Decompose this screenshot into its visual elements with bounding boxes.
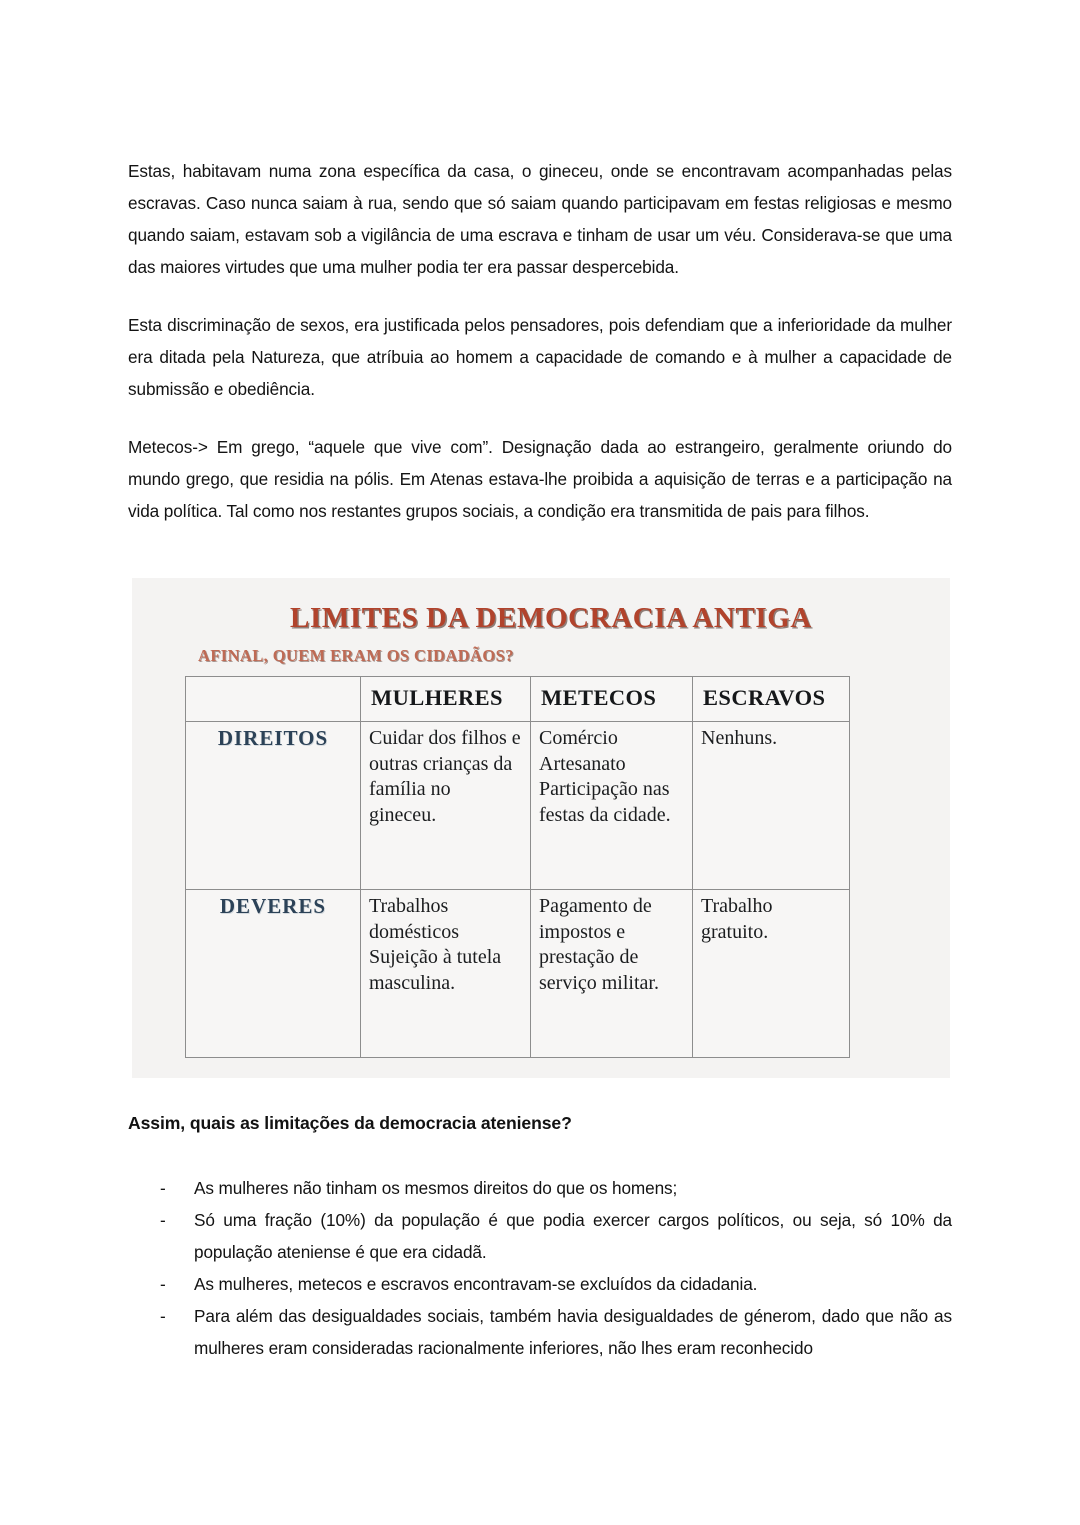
row-header-deveres: DEVERES — [186, 890, 361, 1058]
table-corner-cell — [186, 677, 361, 722]
body-text-block — [128, 155, 952, 527]
cell-direitos-mulheres: Cuidar dos filhos e outras crianças da família no gineceu. — [361, 722, 531, 890]
list-item — [128, 1172, 952, 1204]
cell-deveres-mulheres: Trabalhos domésticos Sujeição à tutela masculina. — [361, 890, 531, 1058]
paragraph-1: Estas, habitavam numa zona específica da casa, o gineceu, onde se encontravam acompanhadas pelas escravas. Caso nunca saiam à rua, sendo que só saiam quando participavam em festas religiosas e mesmo quando saiam, estavam sob a vigilância de uma escrava e tinham de usar um véu. Considerava-se que uma das maiores virtudes que uma mulher podia ter era passar despercebida. — [128, 161, 952, 277]
figure-title: LIMITES DA DEMOCRACIA ANTIGA — [290, 602, 812, 634]
dash-bullet-icon: - — [160, 1274, 166, 1294]
column-header-escravos: ESCRAVOS — [693, 677, 850, 722]
cell-direitos-metecos: Comércio Artesanato Participação nas festas da cidade. — [531, 722, 693, 890]
table-header-row — [186, 677, 850, 722]
row-header-direitos: DIREITOS — [186, 722, 361, 890]
section-heading: Assim, quais as limitações da democracia ateniense? — [128, 1113, 572, 1133]
embedded-figure — [132, 578, 950, 1078]
dash-bullet-icon: - — [160, 1210, 166, 1230]
list-item-text: Para além das desigualdades sociais, também havia desigualdades de génerom, dado que não as mulheres eram consideradas racionalmente inferiores, não lhes eram reconhecido — [194, 1306, 952, 1358]
dash-bullet-icon: - — [160, 1306, 166, 1326]
cell-direitos-escravos: Nenhuns. — [693, 722, 850, 890]
table-row — [186, 890, 850, 1058]
figure-subtitle: AFINAL, QUEM ERAM OS CIDADÃOS? — [198, 646, 514, 665]
cell-deveres-escravos: Trabalho gratuito. — [693, 890, 850, 1058]
column-header-metecos: METECOS — [531, 677, 693, 722]
column-header-mulheres: MULHERES — [361, 677, 531, 722]
list-item — [128, 1204, 952, 1268]
list-item-text: As mulheres, metecos e escravos encontravam-se excluídos da cidadania. — [194, 1274, 758, 1294]
table-row — [186, 722, 850, 890]
list-item — [128, 1300, 952, 1364]
list-item-text: As mulheres não tinham os mesmos direitos do que os homens; — [194, 1178, 678, 1198]
list-item — [128, 1268, 952, 1300]
paragraph-2: Esta discriminação de sexos, era justificada pelos pensadores, pois defendiam que a inferioridade da mulher era ditada pela Natureza, que atríbuia ao homem a capacidade de comando e à mulher a capacidade de submissão e obediência. — [128, 315, 952, 399]
dash-bullet-icon: - — [160, 1178, 166, 1198]
list-item-text: Só uma fração (10%) da população é que podia exercer cargos políticos, ou seja, só 10% da população ateniense é que era cidadã. — [194, 1210, 952, 1262]
limitations-section — [128, 1108, 952, 1364]
cell-deveres-metecos: Pagamento de impostos e prestação de serviço militar. — [531, 890, 693, 1058]
limitations-list — [128, 1172, 952, 1364]
citizenship-table — [185, 676, 850, 1058]
paragraph-3: Metecos-> Em grego, “aquele que vive com”. Designação dada ao estrangeiro, geralmente oriundo do mundo grego, que residia na pólis. Em Atenas estava-lhe proibida a aquisição de terras e a participação na vida política. Tal como nos restantes grupos sociais, a condição era transmitida de pais para filhos. — [128, 437, 952, 521]
